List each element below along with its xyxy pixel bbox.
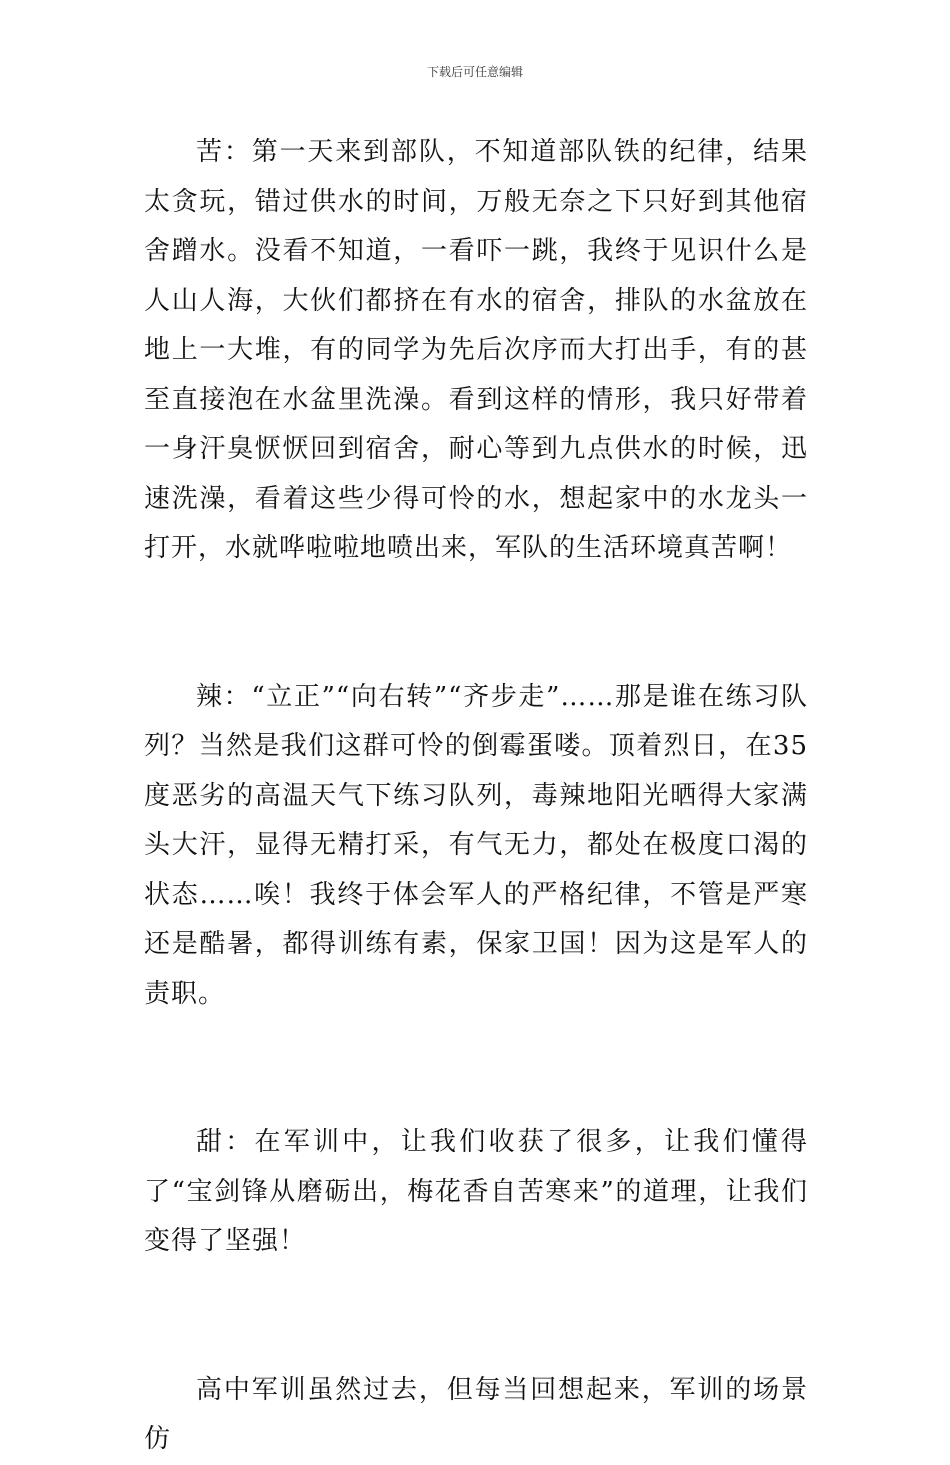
paragraph-conclusion: 高中军训虽然过去，但每当回想起来，军训的场景仿 — [144, 1374, 808, 1454]
paragraph-gap — [144, 1019, 808, 1118]
paragraph-bitter: 苦：第一天来到部队，不知道部队铁的纪律，结果太贪玩，错过供水的时间，万般无奈之下只好到其他宿舍蹭水。没看不知道，一看吓一跳，我终于见识什么是人山人海，大伙们都挤在有水的宿舍，排队的水盆放在地上一大堆，有的同学为先后次序而大打出手，有的甚至直接泡在水盆里洗澡。看到这样的情形，我只好带着一身汗臭恹恹回到宿舍，耐心等到九点供水的时候，迅速洗澡，看着这些少得可怜的水，想起家中的水龙头一打开，水就哗啦啦地喷出来，军队的生活环境真苦啊！ — [144, 137, 808, 563]
document-body — [144, 128, 808, 1465]
paragraph-spicy: 辣：“立正”“向右转”“齐步走”……那是谁在练习队列？当然是我们这群可怜的倒霉蛋喽。顶着烈日，在35度恶劣的高温天气下练习队列，毒辣地阳光晒得大家满头大汗，显得无精打采，有气无力，都处在极度口渴的状态……唉！我终于体会军人的严格纪律，不管是严寒还是酷暑，都得训练有素，保家卫国！因为这是军人的责职。 — [144, 681, 808, 1009]
paragraph-gap — [144, 574, 808, 673]
paragraph-sweet: 甜：在军训中，让我们收获了很多，让我们懂得了“宝剑锋从磨砺出，梅花香自苦寒来”的道理，让我们变得了坚强！ — [144, 1127, 808, 1256]
paragraph-gap — [144, 1267, 808, 1366]
header-note: 下载后可任意编辑 — [426, 65, 523, 79]
